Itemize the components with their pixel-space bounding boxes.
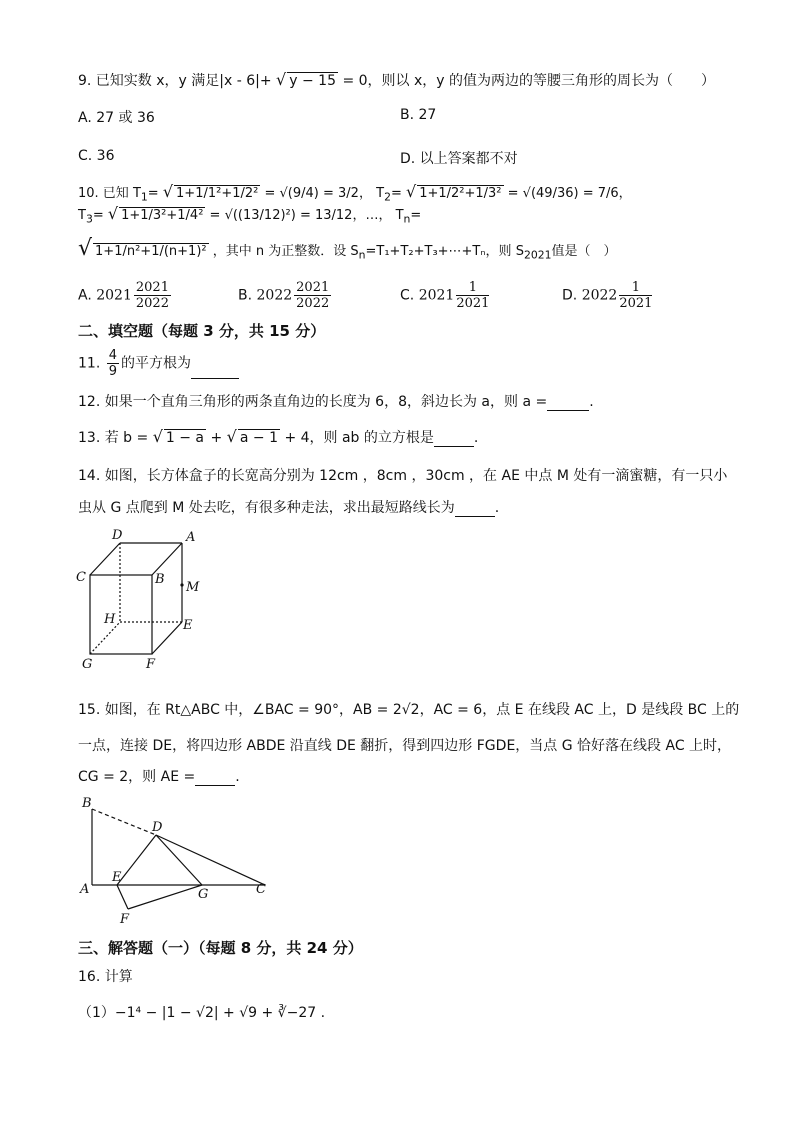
segment-bd	[92, 809, 156, 835]
q14-line2: 虫从 G 点爬到 M 处去吃，有很多种走法，求出最短路线长为 .	[78, 500, 500, 516]
label-f: F	[146, 657, 156, 672]
label-c: C	[256, 882, 266, 897]
segment-ed	[117, 835, 156, 885]
front-face	[90, 575, 152, 654]
q10-line1: 10. 已知 $T_1=$ √ 1+1/1²+1/2² = √(9/4) = 3/2， $T_2=$ √ 1+1/2²+1/3² = √(49/36) = 7/6，	[78, 182, 632, 204]
label-e: E	[183, 618, 193, 633]
section-3-heading: 三、解答题（一）（每题 8 分，共 24 分）	[78, 939, 363, 957]
q10-line1b: $T_3=$ √ 1+1/3²+1/4² = √((13/12)²) = 13/12，…， $T_n=$	[78, 204, 422, 226]
point-m	[180, 583, 183, 586]
q9-radicand: y − 15	[289, 73, 336, 89]
label-g: G	[198, 887, 209, 902]
label-e: E	[112, 870, 122, 885]
q9-option-b: B. 27	[400, 107, 437, 123]
q13: 13. 若 b = √ 1 − a + √ a − 1 + 4，则 ab 的立方根是 .	[78, 427, 479, 446]
segment-dg	[156, 835, 202, 885]
q10-t2-value: = √(49/36) = 7/6，	[507, 186, 632, 201]
q10-t1-value: = √(9/4) = 3/2，	[264, 186, 372, 201]
label-f: F	[120, 912, 130, 927]
q10-option-b: B. 2022 $\frac{2021}{2022}$	[238, 280, 330, 311]
section-2-heading: 二、填空题（每题 3 分，共 15 分）	[78, 322, 326, 340]
q12: 12. 如果一个直角三角形的两条直角边的长度为 6，8，斜边长为 a，则 a = .	[78, 394, 594, 410]
answer-blank[interactable]	[455, 500, 495, 517]
q10-line2: √ 1+1/n²+1/(n+1)² ，其中 n 为正整数．设 $S_n=T_1+T_2+T_3+\cdots+T_n$，则 $S_{2021}$值是（ ）	[78, 236, 617, 262]
segment-dc	[156, 835, 265, 885]
q9-option-c: C. 36	[78, 148, 115, 164]
q15-line2: 一点，连接 DE，将四边形 ABDE 沿直线 DE 翻折，得到四边形 FGDE，当点 G 恰好落在线段 AC 上时，	[78, 738, 732, 754]
q15-line3: CG = 2，则 AE = .	[78, 769, 240, 785]
q9-suffix: = 0，则以 x，y 的值为两边的等腰三角形的周长为（ ）	[342, 73, 715, 89]
q14-line1: 14. 如图，长方体盒子的长宽高分别为 12cm ，8cm ，30cm ，在 AE 中点 M 处有一滴蜜糖，有一只小	[78, 468, 728, 484]
answer-blank[interactable]	[434, 430, 474, 447]
q11: 11. $\frac{4}{9}$ 的平方根为	[78, 348, 239, 379]
segment-fg	[128, 885, 202, 909]
label-d: D	[152, 820, 163, 835]
label-a: A	[80, 882, 90, 897]
sqrt-sign: √	[276, 70, 287, 89]
answer-blank[interactable]	[195, 769, 235, 786]
answer-blank[interactable]	[547, 394, 589, 411]
label-b: B	[82, 796, 92, 811]
q15-line1: 15. 如图，在 Rt△ABC 中，∠BAC = 90°，AB = 2√2，AC = 6，点 E 在线段 AC 上，D 是线段 BC 上的	[78, 702, 740, 718]
q10-option-a: A. 2021 $\frac{2021}{2022}$	[78, 280, 169, 311]
q16-title: 16. 计算	[78, 969, 133, 985]
label-g: G	[82, 657, 93, 672]
label-b: B	[155, 572, 165, 587]
label-h: H	[104, 612, 116, 627]
label-c: C	[76, 570, 86, 585]
q10-option-c: C. 2021 $\frac{1}{2021}$	[400, 280, 490, 311]
label-m: M	[186, 580, 200, 595]
q10-t3-expr: 1+1/3²+1/4²	[121, 208, 204, 223]
q10-prefix: 10. 已知 T	[78, 186, 141, 201]
answer-blank[interactable]	[191, 362, 239, 379]
q10-t2-expr: 1+1/2²+1/3²	[419, 186, 502, 201]
triangle-figure	[70, 793, 280, 933]
q10-t1-expr: 1+1/1²+1/2²	[176, 186, 259, 201]
cuboid-figure	[70, 525, 220, 675]
q9-prefix: 9. 已知实数 x，y 满足|x - 6|+	[78, 73, 272, 89]
label-a: A	[186, 530, 196, 545]
q10-option-d: D. 2022 $\frac{1}{2021}$	[562, 280, 653, 311]
label-d: D	[112, 528, 123, 543]
q10-t3-value: = √((13/12)²) = 13/12，…，	[209, 208, 392, 223]
segment-ef	[117, 885, 128, 909]
q9-stem	[78, 70, 715, 90]
q10-tn-expr: 1+1/n²+1/(n+1)²	[95, 244, 207, 259]
q9-option-d: D. 以上答案都不对	[400, 151, 518, 167]
q16-sub1: （1）−1⁴ − |1 − √2| + √9 + ∛−27 .	[78, 1005, 326, 1021]
q9-option-a: A. 27 或 36	[78, 110, 155, 126]
